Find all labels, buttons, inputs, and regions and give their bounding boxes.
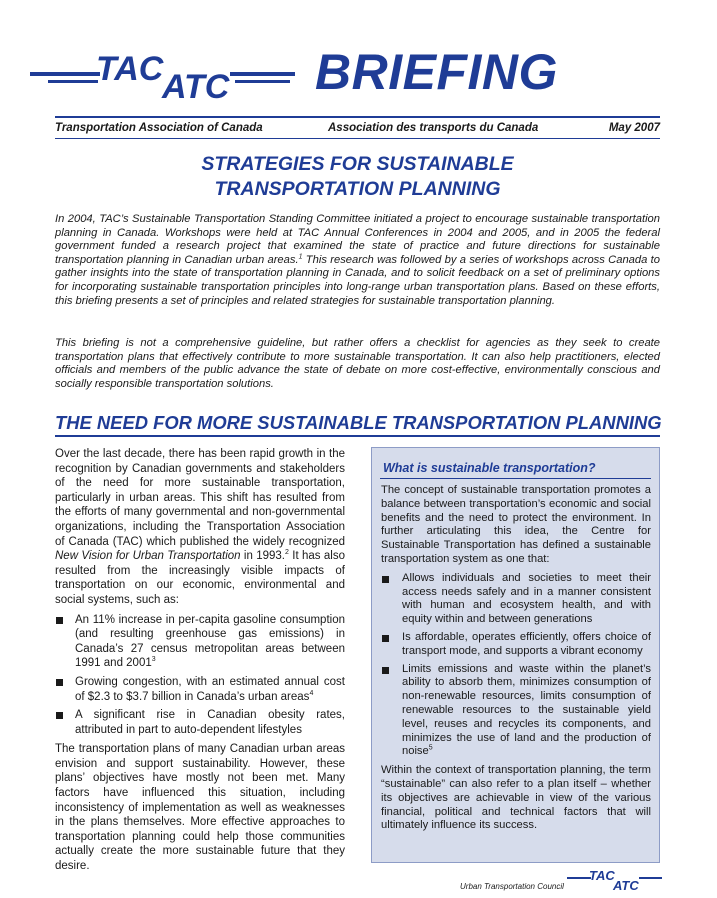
list-item: [55, 708, 345, 737]
document-title: [55, 152, 660, 202]
sidebar-paragraph-2: Within the context of transportation planning, the term “sustainable” can also refer to a plan itself – whether its objectives are achievable in view of the various financial, political and technical factors that will ultimately influence its success.: [381, 764, 651, 832]
impacts-list: [55, 613, 345, 738]
footnote-ref: 3: [151, 656, 156, 664]
left-p1-c: It has also resulted from the increasingly visible impacts of transportation on our economic, environmental and social systems, such as:: [55, 550, 345, 606]
intro-paragraph-2: This briefing is not a comprehensive guideline, but rather offers a checklist for agencies as they seek to create transportation plans that effectively contribute to more sustainable transportation. It can also help practitioners, elected officials and members of the public advance the state of debate on more cost-effective, environmentally conscious and socially responsible transportation solutions.: [55, 337, 660, 390]
tac-atc-footer-logo: [567, 866, 662, 892]
intro-p1-text: In 2004, TAC’s Sustainable Transportation Standing Committee initiated a project to encourage sustainable transportation planning in Canada. Workshops were held at TAC Annual Conferences in 2004 and 2005, and in 2005 the federal government funded a research project that examined the state of practice and future directions for sustainable transportation planning in Canadian urban areas.: [55, 213, 660, 266]
list-item-text: Allows individuals and societies to meet their access needs safely and in a manner consistent with human and ecosystem health, and with equity within and between generations: [402, 571, 651, 626]
list-item: [55, 613, 345, 671]
definition-list: [381, 572, 651, 759]
sidebar-title: What is sustainable transportation?: [383, 461, 596, 475]
footer-council: Urban Transportation Council: [460, 882, 564, 891]
sidebar-paragraph-1: The concept of sustainable transportation promotes a balance between transportation’s economic and social benefits and the need to protect the environment. In further articulating this idea, the Centre for Sustainable Transportation has defined a sustainable transportation system as one that:: [381, 484, 651, 565]
intro-paragraph-1: [55, 213, 660, 308]
org-name-fr: Association des transports du Canada: [328, 122, 539, 134]
left-paragraph-2: The transportation plans of many Canadian urban areas envision and support sustainability. However, these plans’ objectives have mostly not been met. Many factors have influenced this situation, including inconsistency of implementation as well as weaknesses in the plans themselves. More effective approaches to transportation planning could help those communities actually create the more sustainable future that they desire.: [55, 743, 345, 873]
list-item: [381, 572, 651, 627]
title-line-1: STRATEGIES FOR SUSTAINABLE: [201, 153, 514, 175]
footnote-ref: 2: [285, 549, 289, 557]
bullet-square-icon: [56, 617, 63, 624]
svg-text:TAC: TAC: [589, 868, 615, 883]
list-item-text: A significant rise in Canadian obesity rates, attributed in part to auto-dependent lifestyles: [75, 709, 345, 736]
briefing-title: BRIEFING: [315, 44, 558, 100]
bullet-square-icon: [56, 679, 63, 686]
publication-title: New Vision for Urban Transportation: [55, 550, 241, 563]
bullet-square-icon: [382, 576, 389, 583]
footnote-ref: 4: [309, 689, 314, 697]
header-rule: [55, 116, 660, 118]
left-p1-b: in 1993.: [240, 550, 285, 563]
tac-atc-logo: [30, 50, 295, 102]
section-heading: THE NEED FOR MORE SUSTAINABLE TRANSPORTATION PLANNING: [55, 412, 662, 433]
svg-text:TAC: TAC: [96, 50, 164, 88]
org-name-en: Transportation Association of Canada: [55, 122, 263, 134]
list-item-text: Limits emissions and waste within the planet’s ability to absorb them, minimizes consumption of non-renewable resources, limits consumption of renewable resources to the sustainable yield level, reuses and recycles its components, and minimizes the use of land and the production of noise: [402, 662, 651, 758]
list-item: [381, 663, 651, 760]
left-column: [55, 447, 345, 874]
list-item-text: Is affordable, operates efficiently, offers choice of transport mode, and supports a vibrant economy: [402, 630, 651, 657]
list-item-text: Growing congestion, with an estimated annual cost of $2.3 to $3.7 billion in Canada’s urban areas: [75, 675, 345, 703]
bullet-square-icon: [382, 635, 389, 642]
sidebar-body: [381, 484, 651, 833]
svg-text:ATC: ATC: [613, 878, 639, 892]
issue-date: May 2007: [608, 122, 660, 134]
title-line-2: TRANSPORTATION PLANNING: [214, 178, 501, 200]
left-paragraph-1: [55, 447, 345, 608]
sidebar-rule: [380, 478, 651, 479]
sidebar-box: [371, 447, 660, 863]
footnote-ref: 5: [428, 744, 433, 752]
bullet-square-icon: [382, 667, 389, 674]
masthead: [30, 42, 690, 112]
section-rule: [55, 435, 660, 437]
bullet-square-icon: [56, 712, 63, 719]
intro-p1-rest: This research was followed by a series of workshops across Canada to gather insights into the state of transportation planning in Canada, and to solicit feedback on a set of preliminary options for incorporating sustainable transportation principles into long-range urban transportation plans. Based on these efforts, this briefing presents a set of principles and related strategies for sustainable transportation planning.: [55, 253, 660, 307]
svg-text:ATC: ATC: [162, 68, 230, 102]
list-item: [381, 631, 651, 659]
footnote-ref: 1: [298, 253, 303, 261]
list-item-text: An 11% increase in per-capita gasoline consumption (and resulting greenhouse gas emissions) in Canada’s 27 census metropolitan areas between 1991 and 2001: [75, 613, 345, 670]
left-p1-a: Over the last decade, there has been rapid growth in the recognition by Canadian governments and stakeholders of the need for more sustainable transportation, particularly in urban areas. This shift has resulted from the efforts of many governmental and non-governmental organizations, including the Transportation Association of Canada (TAC) which published the widely recognized: [55, 448, 345, 548]
header-rule-bottom: [55, 138, 660, 139]
list-item: [55, 675, 345, 704]
